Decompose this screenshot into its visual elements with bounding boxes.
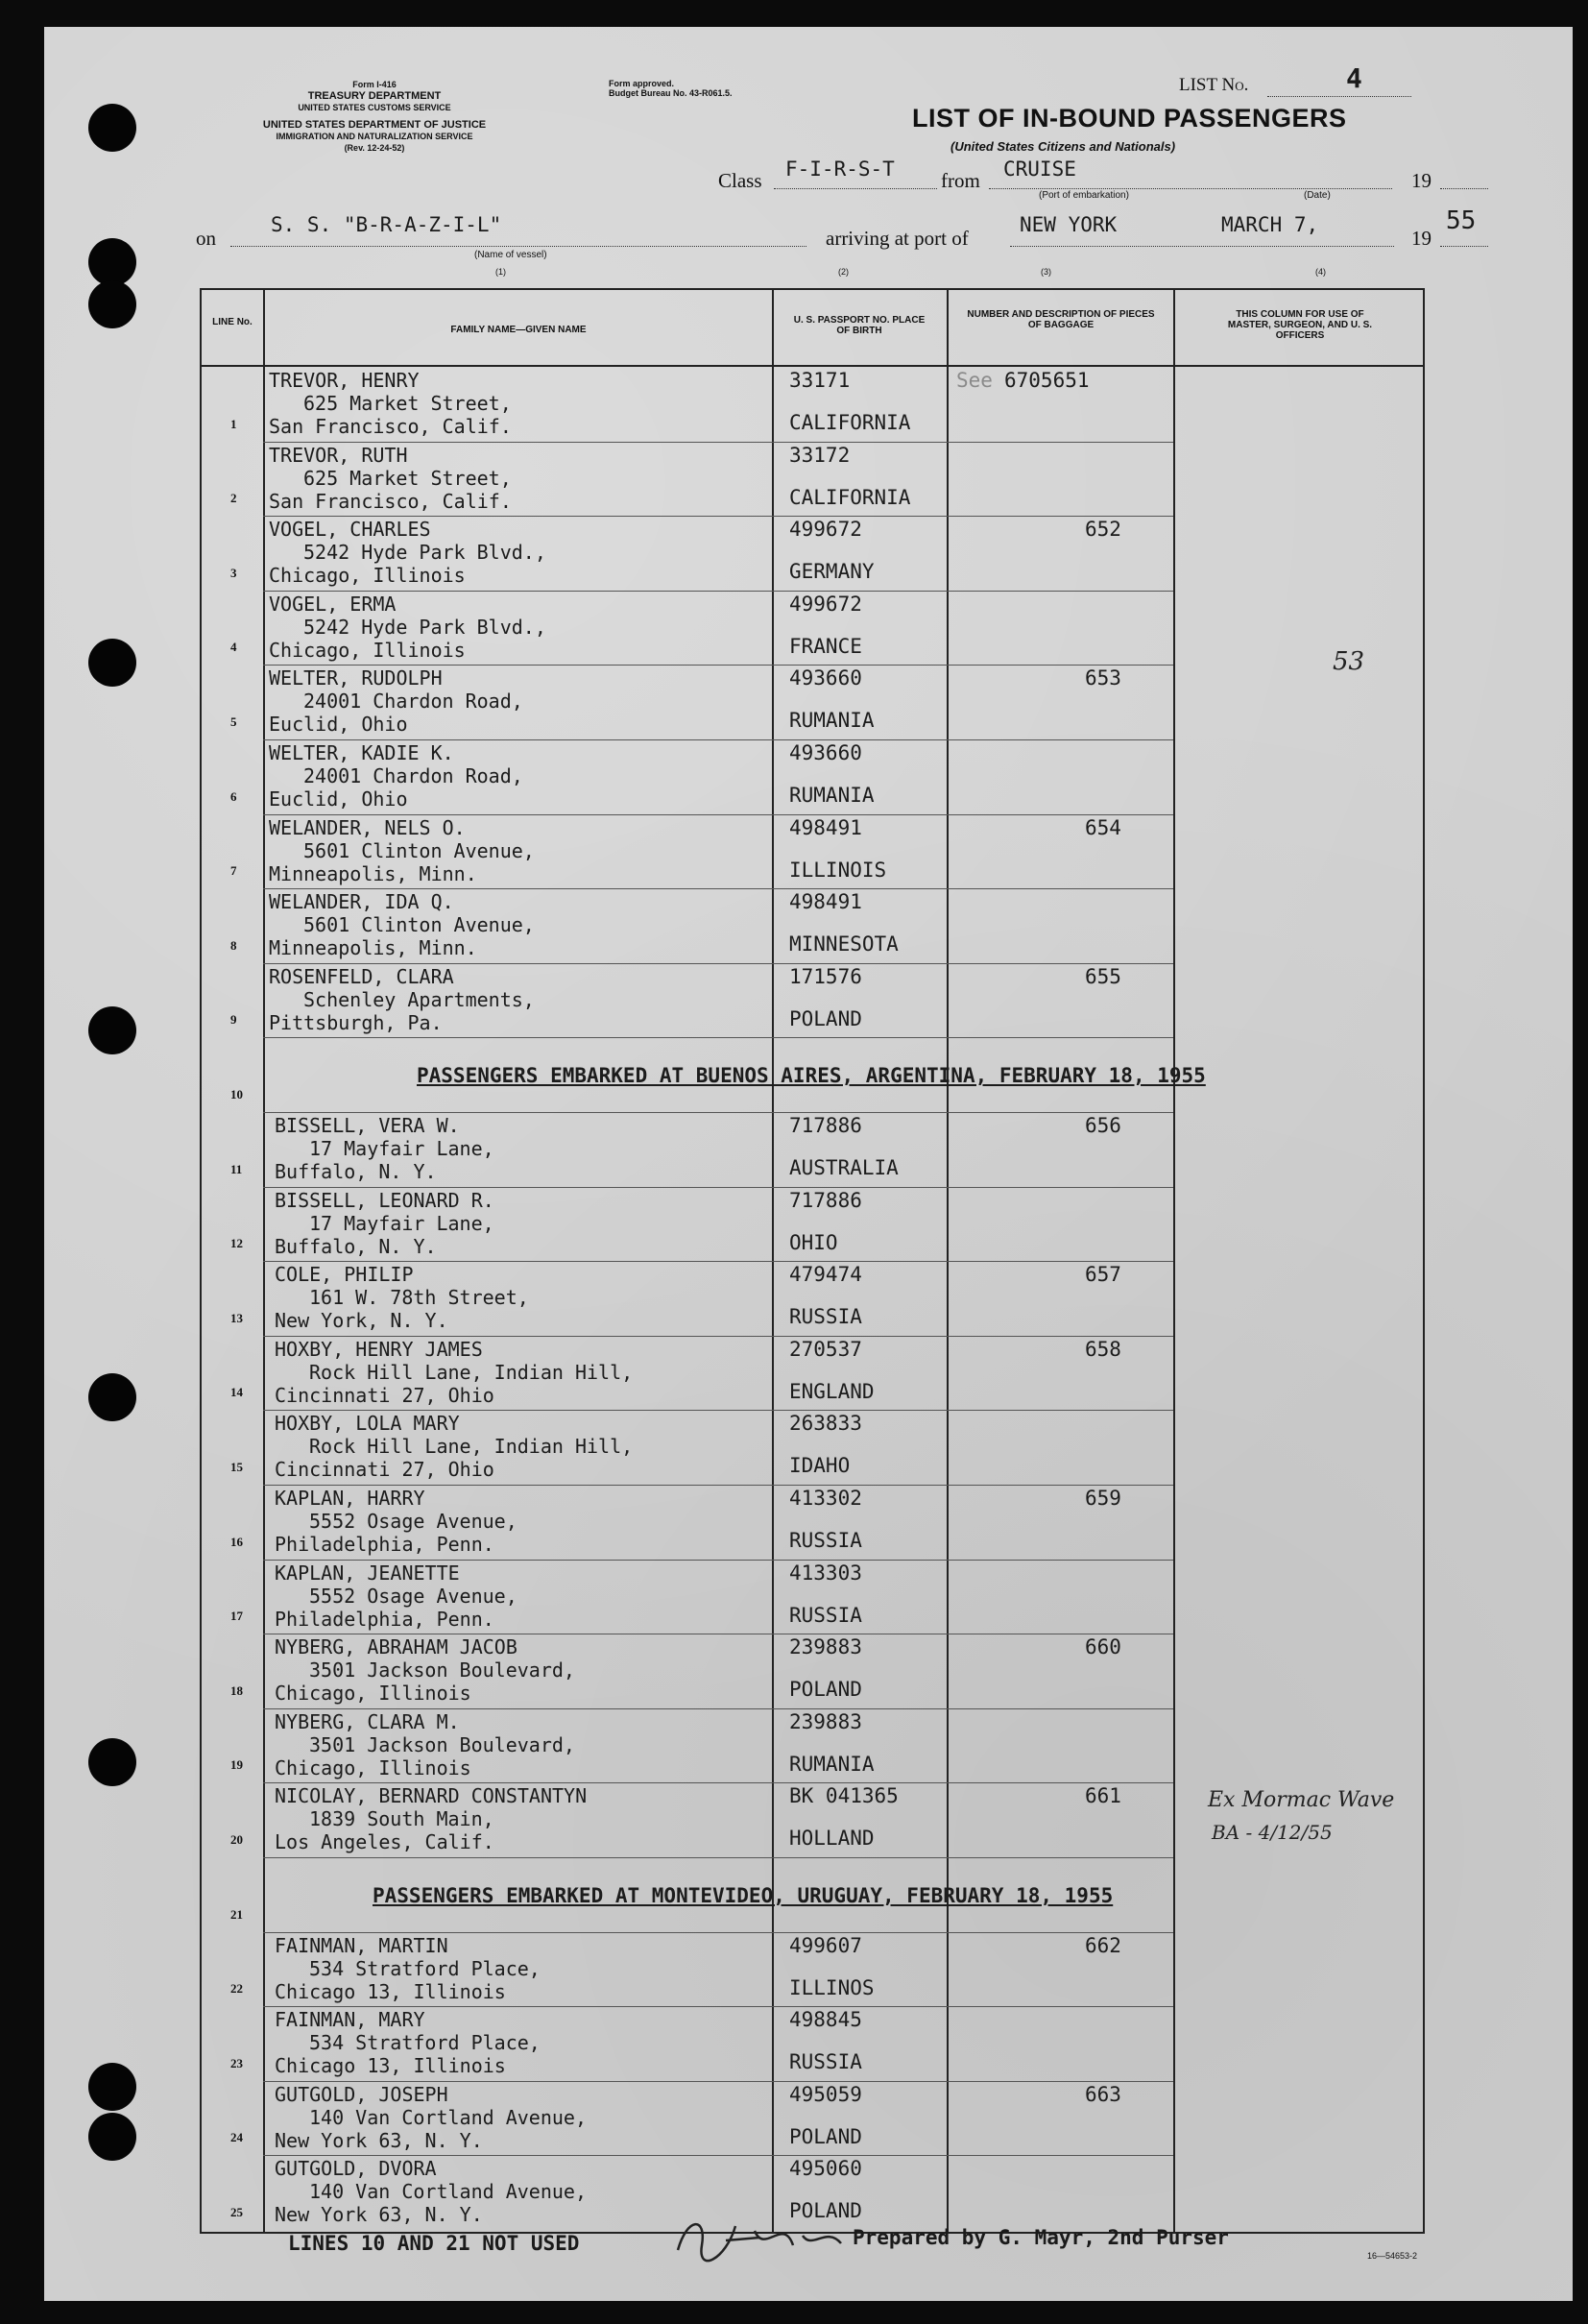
passenger-address: 534 Stratford Place, [309, 1956, 541, 1980]
header-divider [200, 365, 1423, 367]
passenger-address: 24001 Chardon Road, [303, 764, 523, 787]
place-of-birth: RUMANIA [789, 784, 875, 807]
passport-number: 499672 [789, 518, 862, 542]
punch-hole [88, 639, 136, 687]
passenger-address: Euclid, Ohio [269, 713, 408, 737]
passenger-address: 5242 Hyde Park Blvd., [303, 541, 546, 565]
passport-number: 499607 [789, 1933, 862, 1957]
place-of-birth: GERMANY [789, 560, 875, 584]
passenger-address: San Francisco, Calif. [269, 415, 512, 438]
on-label: on [196, 227, 216, 250]
revision: (Rev. 12-24-52) [344, 143, 405, 153]
row-divider [263, 1857, 1173, 1858]
from-value: CRUISE [1003, 157, 1076, 181]
line-number: 15 [230, 1460, 243, 1474]
baggage-number: 660 [1085, 1635, 1121, 1659]
passenger-address: 17 Mayfair Lane, [309, 1137, 494, 1160]
vessel-name: S. S. "B-R-A-Z-I-L" [271, 213, 502, 236]
place-of-birth: HOLLAND [789, 1827, 875, 1851]
port-line [1010, 246, 1394, 247]
passport-number: 498491 [789, 890, 862, 914]
baggage-number: 656 [1085, 1114, 1121, 1137]
passport-number: 498491 [789, 815, 862, 839]
place-of-birth: RUSSIA [789, 2050, 862, 2074]
passenger-address: 24001 Chardon Road, [303, 690, 523, 714]
passenger-name: GUTGOLD, JOSEPH [275, 2082, 448, 2106]
row-divider [263, 1932, 1173, 1933]
passenger-address: 3501 Jackson Boulevard, [309, 1732, 575, 1756]
col-header-name: FAMILY NAME—GIVEN NAME [450, 325, 587, 335]
col-divider-passport [772, 288, 774, 2232]
class-line [774, 188, 937, 189]
passport-number: 717886 [789, 1188, 862, 1212]
passport-number: 493660 [789, 666, 862, 690]
list-no-value: 4 [1346, 62, 1362, 94]
baggage-number: 659 [1085, 1487, 1121, 1510]
passenger-address: Chicago, Illinois [269, 638, 466, 662]
passenger-address: Euclid, Ohio [269, 787, 408, 811]
row-divider [263, 1187, 1173, 1188]
row-divider [263, 814, 1173, 815]
punch-hole [88, 2063, 136, 2111]
line-number: 23 [230, 2055, 243, 2070]
officer-note-line1: Ex Mormac Wave [1208, 1788, 1395, 1812]
passenger-name: WELANDER, NELS O. [269, 815, 466, 839]
customs-service: UNITED STATES CUSTOMS SERVICE [298, 103, 451, 112]
line-number: 4 [230, 640, 237, 655]
baggage-number: 662 [1085, 1933, 1121, 1957]
baggage-number: 657 [1085, 1263, 1121, 1287]
prepared-by: Prepared by G. Mayr, 2nd Purser [853, 2226, 1229, 2249]
passenger-address: Buffalo, N. Y. [275, 1234, 437, 1258]
baggage-number: 661 [1085, 1784, 1121, 1808]
line-number: 10 [230, 1087, 243, 1101]
col-header-officers: THIS COLUMN FOR USE OF MASTER, SURGEON, AND U. S. OFFICERS [1227, 309, 1373, 341]
place-of-birth: CALIFORNIA [789, 411, 911, 434]
passenger-address: 5552 Osage Avenue, [309, 1584, 517, 1608]
passport-number: 495059 [789, 2082, 862, 2106]
section-heading: PASSENGERS EMBARKED AT MONTEVIDEO, URUGUAY, FEBRUARY 18, 1955 [373, 1884, 1114, 1907]
row-divider [263, 1708, 1173, 1709]
passenger-name: WELTER, KADIE K. [269, 741, 454, 764]
passenger-address: 140 Van Cortland Avenue, [309, 2105, 587, 2129]
col-num-3: (3) [1041, 267, 1051, 277]
line-number: 18 [230, 1682, 243, 1698]
passenger-address: Chicago, Illinois [275, 1682, 471, 1706]
line-number: 14 [230, 1385, 243, 1400]
punch-hole [88, 280, 136, 328]
passenger-address: Rock Hill Lane, Indian Hill, [309, 1360, 634, 1384]
passenger-entry [275, 1412, 633, 1481]
passenger-name: COLE, PHILIP [275, 1263, 414, 1287]
treasury-department: TREASURY DEPARTMENT [307, 90, 442, 102]
section-heading: PASSENGERS EMBARKED AT BUENOS AIRES, ARGENTINA, FEBRUARY 18, 1955 [417, 1064, 1206, 1088]
row-divider [263, 2081, 1173, 2082]
row-divider [263, 1560, 1173, 1561]
passenger-address: 5552 Osage Avenue, [309, 1510, 517, 1533]
passport-number: 239883 [789, 1709, 862, 1733]
passenger-address: Philadelphia, Penn. [275, 1607, 494, 1631]
row-divider [263, 1037, 1173, 1038]
passenger-address: New York 63, N. Y. [275, 2128, 483, 2152]
passenger-address: 625 Market Street, [303, 466, 512, 490]
passenger-address: Pittsburgh, Pa. [269, 1010, 443, 1034]
row-divider [263, 516, 1173, 517]
passenger-address: Chicago 13, Illinois [275, 1979, 506, 2003]
passenger-address: Buffalo, N. Y. [275, 1160, 437, 1183]
place-of-birth: POLAND [789, 2124, 862, 2148]
row-divider [263, 2006, 1173, 2007]
row-divider [263, 1485, 1173, 1486]
list-no-line [1267, 96, 1411, 97]
row-divider [263, 963, 1173, 964]
place-of-birth: AUSTRALIA [789, 1156, 899, 1179]
line-number: 12 [230, 1236, 243, 1251]
line-number: 8 [230, 937, 237, 953]
passenger-name: VOGEL, ERMA [269, 592, 397, 616]
passport-number: BK 041365 [789, 1784, 899, 1808]
form-approved: Form approved. [609, 79, 675, 88]
line-number: 11 [230, 1161, 243, 1176]
row-divider [263, 739, 1173, 740]
row-divider [263, 591, 1173, 592]
passenger-name: KAPLAN, JEANETTE [275, 1561, 460, 1585]
passenger-name: FAINMAN, MARY [275, 2008, 425, 2032]
passenger-name: VOGEL, CHARLES [269, 518, 431, 542]
passenger-entry [275, 1263, 529, 1332]
place-of-birth: OHIO [789, 1230, 838, 1254]
passenger-address: Cincinnati 27, Ohio [275, 1458, 494, 1482]
class-label: Class [718, 169, 762, 192]
from-line [989, 188, 1392, 189]
passenger-address: 534 Stratford Place, [309, 2031, 541, 2055]
passport-number: 413302 [789, 1487, 862, 1510]
passenger-address: Chicago 13, Illinois [275, 2054, 506, 2078]
form-subtitle: (United States Citizens and Nationals) [950, 139, 1176, 154]
passenger-address: 1839 South Main, [309, 1807, 494, 1831]
passenger-entry [269, 518, 546, 587]
passport-number: 263833 [789, 1412, 862, 1436]
punch-hole [88, 1738, 136, 1786]
line-number: 2 [230, 491, 237, 506]
year-line-1 [1440, 188, 1488, 189]
line-number: 1 [230, 416, 237, 431]
place-of-birth: RUMANIA [789, 1752, 875, 1776]
passenger-name: NYBERG, ABRAHAM JACOB [275, 1635, 517, 1659]
passenger-address: 625 Market Street, [303, 392, 512, 415]
passport-number: 171576 [789, 964, 862, 988]
justice-department: UNITED STATES DEPARTMENT OF JUSTICE [262, 119, 487, 131]
baggage-number: 654 [1085, 815, 1121, 839]
passenger-entry [275, 1934, 541, 2003]
place-of-birth: POLAND [789, 1006, 862, 1030]
list-no-label: LIST No. [1179, 75, 1249, 95]
passenger-address: Philadelphia, Penn. [275, 1533, 494, 1556]
passenger-address: Schenley Apartments, [303, 987, 535, 1011]
passenger-name: KAPLAN, HARRY [275, 1487, 425, 1510]
passenger-name: ROSENFELD, CLARA [269, 964, 454, 988]
line-number: 21 [230, 1906, 243, 1922]
line-number: 17 [230, 1609, 243, 1624]
arrival-date: MARCH 7, [1221, 213, 1319, 236]
baggage-number: 653 [1085, 666, 1121, 690]
passport-number: 33171 [789, 369, 851, 392]
passenger-address: Minneapolis, Minn. [269, 861, 477, 885]
passenger-entry [275, 1635, 575, 1705]
passport-number: 717886 [789, 1114, 862, 1137]
row-divider [263, 1782, 1173, 1783]
col-divider-line [263, 288, 265, 2232]
passenger-name: TREVOR, HENRY [269, 369, 420, 392]
line-number: 5 [230, 714, 237, 729]
punch-hole [88, 1373, 136, 1421]
line-number: 16 [230, 1534, 243, 1549]
ins-service: IMMIGRATION AND NATURALIZATION SERVICE [276, 132, 473, 141]
passenger-name: HOXBY, HENRY JAMES [275, 1337, 483, 1361]
passport-number: 33172 [789, 443, 851, 467]
line-number: 22 [230, 1981, 243, 1997]
approval-block [609, 79, 849, 98]
passenger-address: Chicago, Illinois [275, 1755, 471, 1779]
passenger-address: Los Angeles, Calif. [275, 1830, 494, 1854]
passenger-address: 161 W. 78th Street, [309, 1286, 529, 1310]
passenger-address: New York, N. Y. [275, 1309, 448, 1333]
passport-number: 493660 [789, 741, 862, 764]
baggage-prefix: See [956, 369, 993, 392]
passenger-entry [269, 890, 535, 959]
passenger-entry [275, 1710, 575, 1779]
row-divider [263, 1112, 1173, 1113]
passenger-address: 140 Van Cortland Avenue, [309, 2180, 587, 2204]
row-divider [263, 1261, 1173, 1262]
arrival-year: 55 [1446, 206, 1477, 235]
passenger-name: WELTER, RUDOLPH [269, 666, 443, 690]
place-of-birth: POLAND [789, 1678, 862, 1702]
place-of-birth: POLAND [789, 2199, 862, 2223]
lines-not-used-note: LINES 10 AND 21 NOT USED [288, 2232, 580, 2255]
vessel-line [230, 246, 806, 247]
line-number: 3 [230, 565, 237, 580]
baggage-number: 652 [1085, 518, 1121, 542]
col-num-1: (1) [495, 267, 506, 277]
col-header-baggage: NUMBER AND DESCRIPTION OF PIECES OF BAGGAGE [967, 309, 1155, 330]
punch-hole [88, 104, 136, 152]
row-divider [263, 2155, 1173, 2156]
baggage-number: 655 [1085, 964, 1121, 988]
place-of-birth: ILLINOS [789, 1975, 875, 1999]
year-prefix-2: 19 [1411, 227, 1432, 250]
passenger-name: WELANDER, IDA Q. [269, 890, 454, 914]
col-divider-officers [1173, 288, 1175, 2232]
punch-hole [88, 238, 136, 286]
passenger-entry [269, 369, 512, 438]
passenger-address: Cincinnati 27, Ohio [275, 1383, 494, 1407]
vessel-caption: (Name of vessel) [474, 250, 547, 260]
row-divider [263, 888, 1173, 889]
passenger-address: Chicago, Illinois [269, 564, 466, 588]
col-header-passport: U. S. PASSPORT NO. PLACE OF BIRTH [793, 315, 926, 336]
col-num-2: (2) [838, 267, 849, 277]
place-of-birth: RUSSIA [789, 1305, 862, 1329]
passenger-entry [275, 1189, 494, 1258]
passport-number: 239883 [789, 1635, 862, 1659]
passenger-name: NYBERG, CLARA M. [275, 1709, 460, 1733]
place-of-birth: RUSSIA [789, 1603, 862, 1627]
passenger-entry [275, 1487, 517, 1556]
punch-hole [88, 2113, 136, 2161]
passenger-entry [275, 1561, 517, 1631]
passport-number: 495060 [789, 2157, 862, 2181]
from-label: from [941, 169, 980, 192]
col-header-line: LINE No. [212, 317, 253, 327]
passenger-entry [269, 666, 523, 736]
baggage-number: 658 [1085, 1337, 1121, 1361]
line-number: 19 [230, 1757, 243, 1773]
passenger-address: San Francisco, Calif. [269, 489, 512, 513]
year-prefix-1: 19 [1411, 169, 1432, 192]
date-caption: (Date) [1304, 190, 1331, 201]
passenger-address: New York 63, N. Y. [275, 2203, 483, 2227]
line-number: 6 [230, 788, 237, 804]
baggage-number: 6705651 [1004, 369, 1090, 392]
row-divider [263, 665, 1173, 666]
passenger-name: BISSELL, LEONARD R. [275, 1188, 494, 1212]
line-number: 25 [230, 2205, 243, 2219]
passenger-address: Minneapolis, Minn. [269, 936, 477, 960]
passenger-entry [275, 1338, 633, 1407]
row-divider [263, 442, 1173, 443]
passport-number: 413303 [789, 1561, 862, 1585]
passenger-address: 5601 Clinton Avenue, [303, 913, 535, 937]
line-number: 9 [230, 1012, 237, 1028]
place-of-birth: ENGLAND [789, 1379, 875, 1403]
place-of-birth: ILLINOIS [789, 858, 887, 882]
passenger-entry [275, 2083, 587, 2152]
passport-number: 270537 [789, 1337, 862, 1361]
passenger-name: TREVOR, RUTH [269, 443, 408, 467]
row-divider [263, 1410, 1173, 1411]
passport-number: 479474 [789, 1263, 862, 1287]
row-divider [263, 1336, 1173, 1337]
punch-hole [88, 1006, 136, 1054]
passenger-name: BISSELL, VERA W. [275, 1114, 460, 1137]
passenger-name: HOXBY, LOLA MARY [275, 1412, 460, 1436]
passenger-entry [269, 741, 523, 811]
passenger-address: 17 Mayfair Lane, [309, 1211, 494, 1235]
agency-block [182, 79, 566, 154]
line-number: 24 [230, 2130, 243, 2145]
col-num-4: (4) [1315, 267, 1326, 277]
passenger-entry [269, 444, 512, 513]
passport-number: 498845 [789, 2008, 862, 2032]
form-code: 16—54653-2 [1367, 2251, 1418, 2261]
passenger-entry [275, 1114, 494, 1183]
passenger-entry [269, 593, 546, 662]
officer-note-line2: BA - 4/12/55 [1212, 1821, 1333, 1844]
passport-number: 499672 [789, 592, 862, 616]
place-of-birth: IDAHO [789, 1454, 851, 1478]
passenger-address: 5242 Hyde Park Blvd., [303, 615, 546, 639]
form-number: Form I-416 [352, 80, 397, 89]
passenger-entry [275, 2008, 541, 2077]
passenger-name: FAINMAN, MARTIN [275, 1933, 448, 1957]
passenger-name: NICOLAY, BERNARD CONSTANTYN [275, 1784, 588, 1808]
passenger-address: 5601 Clinton Avenue, [303, 838, 535, 862]
line-number: 20 [230, 1832, 243, 1847]
line-number: 13 [230, 1310, 243, 1325]
passenger-address: Rock Hill Lane, Indian Hill, [309, 1435, 634, 1459]
port-embark-caption: (Port of embarkation) [1039, 190, 1129, 201]
place-of-birth: RUSSIA [789, 1529, 862, 1552]
arrival-port: NEW YORK [1020, 213, 1118, 236]
col-divider-baggage [947, 288, 949, 2232]
passenger-entry [275, 2157, 587, 2226]
line-number: 7 [230, 863, 237, 879]
passenger-name: GUTGOLD, DVORA [275, 2157, 437, 2181]
signature [668, 2207, 851, 2264]
budget-bureau: Budget Bureau No. 43-R061.5. [609, 88, 733, 98]
passenger-entry [275, 1784, 587, 1853]
passenger-entry [269, 816, 535, 885]
officer-mark-row4: 53 [1333, 647, 1365, 676]
arriving-label: arriving at port of [826, 227, 969, 250]
passenger-address: 3501 Jackson Boulevard, [309, 1658, 575, 1682]
place-of-birth: FRANCE [789, 634, 862, 658]
place-of-birth: CALIFORNIA [789, 485, 911, 509]
place-of-birth: MINNESOTA [789, 932, 899, 956]
baggage-number: 663 [1085, 2082, 1121, 2106]
passenger-entry [269, 965, 535, 1034]
form-title: LIST OF IN-BOUND PASSENGERS [912, 104, 1347, 133]
class-value: F-I-R-S-T [785, 157, 895, 181]
year-line-2 [1440, 246, 1488, 247]
place-of-birth: RUMANIA [789, 709, 875, 733]
